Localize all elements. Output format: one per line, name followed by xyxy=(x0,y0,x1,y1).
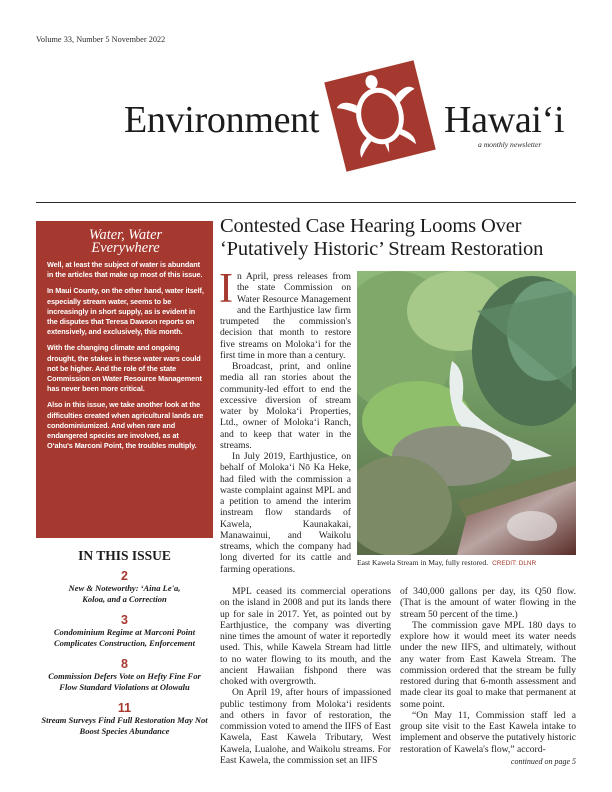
masthead-hawaii: Hawaiʻi xyxy=(444,99,565,141)
headline-line1: Contested Case Hearing Looms Over xyxy=(220,215,522,237)
in-this-issue-heading: IN THIS ISSUE xyxy=(78,548,171,563)
article-paragraph: Broadcast, print, and online media all ran stories about the community-led effort to end the excessive diversion of stream water by Molokaʻi Properties, Ltd., owner of Molokaʻi Ranch, and to keep that water in the streams. xyxy=(220,361,351,451)
sidebar-paragraph: Also in this issue, we take another look at the difficulties created when agricultural lands are condominiumized. And when rare and endangered species are involved, as at Oʻahu's Marconi Point, the troubles multiply. xyxy=(47,400,204,451)
article-paragraph: of 340,000 gallons per day, its Q50 flow. (That is the amount of water flowing in the stream 50 percent of the time.) xyxy=(400,586,576,620)
photo-caption xyxy=(357,558,536,567)
sidebar-title-line1: Water, Water xyxy=(88,227,163,243)
toc-page-number: 8 xyxy=(121,657,128,671)
sidebar-paragraph: With the changing climate and ongoing drought, the stakes in these water wars could not be higher. And the role of the state Commission on Water Resource Management has never been more critical. xyxy=(47,343,202,394)
toc-page-number: 11 xyxy=(117,701,132,715)
article-paragraph xyxy=(219,266,351,361)
stream-photo xyxy=(357,271,576,555)
editorial-sidebar xyxy=(36,221,213,538)
toc-title: New & Noteworthy: ʻAina Le'a, Koloa, and a Correction xyxy=(68,583,181,604)
article-paragraph: MPL ceased its commercial operations on the island in 2008 and put its lands there up for sale in 2017. Yet, as pointed out by Earthjustice, the company was diverting nine times the amount of water it reportedly used. This, while Kawela Stream had little to no water flowing to its mouth, and the ancient Hawaiian fishpond there was choked with overgrowth. xyxy=(220,586,391,687)
article-paragraph: “On May 11, Commission staff led a group site visit to the East Kawela intake to implement and observe the putatively historic restoration of Kawela's flow,” accord- xyxy=(400,709,576,755)
toc-title: Condominium Regime at Marconi Point Complicates Construction, Enforcement xyxy=(53,627,196,648)
toc-item[interactable] xyxy=(36,658,213,692)
toc-item[interactable] xyxy=(36,702,213,736)
table-of-contents xyxy=(36,570,213,746)
article-column-3 xyxy=(400,586,576,767)
toc-item[interactable] xyxy=(36,614,213,648)
caption-text: East Kawela Stream in May, fully restored. xyxy=(357,558,489,567)
article-paragraph: On April 19, after hours of impassioned public testimony from Molokaʻi residents and others in favor of restoration, the commission voted to amend the IIFS of East Kawela, East Kawela Tributary, West Kawela, Lualohe, and Waikolu streams. For East Kawela, the commission set an IIFS xyxy=(220,687,391,766)
masthead-environment: Environment xyxy=(124,99,320,141)
continued-on-link[interactable]: continued on page 5 xyxy=(510,756,576,766)
article-column-1 xyxy=(219,266,351,575)
drop-cap: I xyxy=(219,266,233,312)
sidebar-paragraph: In Maui County, on the other hand, water itself, especially stream water, seems to be increasingly in short supply, as is evident in the disputes that Teresa Dawson reports on extensively, and exclusively, this month. xyxy=(47,286,204,337)
article-headline xyxy=(220,215,580,261)
toc-item[interactable] xyxy=(36,570,213,604)
masthead-tagline: a monthly newsletter xyxy=(478,140,542,149)
sidebar-title-line2: Everywhere xyxy=(91,240,160,256)
headline-line2: ‘Putatively Historic’ Stream Restoration xyxy=(220,238,544,260)
masthead-divider xyxy=(36,202,576,203)
photo-credit: CREDIT: DLNR xyxy=(492,560,537,567)
toc-title: Stream Surveys Find Full Restoration May Not Boost Species Abundance xyxy=(41,715,208,736)
volume-issue-line: Volume 33, Number 5 November 2022 xyxy=(36,35,166,44)
toc-title: Commission Defers Vote on Hefty Fine For Flow Standard Violations at Olowalu xyxy=(48,671,201,692)
sidebar-title xyxy=(47,229,204,255)
toc-page-number: 3 xyxy=(121,613,128,627)
toc-page-number: 2 xyxy=(121,569,128,583)
paragraph-text: n April, press releases from the state Commission on Water Resource Management and the Earthjustice law firm trumpeted the commission's decision that month to restore five streams on Molokaʻi for the first time in more than a century. xyxy=(220,271,351,361)
article-column-2 xyxy=(220,586,391,766)
article-paragraph: The commission gave MPL 180 days to explore how it would meet its water needs under the new IIFS, and ultimately, without any water from East Kawela Stream. The commission ordered that the stream be fully restored during that 6-month assessment and made clear its goal to make that permanent at some point. xyxy=(400,619,576,710)
turtle-logo-icon xyxy=(320,56,440,176)
sidebar-paragraph: Well, at least the subject of water is abundant in the articles that make up most of this issue. xyxy=(47,260,203,280)
article-paragraph: In July 2019, Earthjustice, on behalf of Molokaʻi Nō Ka Heke, had filed with the commission a waste complaint against MPL and a petition to amend the interim instream flow standards of Kawela, Kaunakakai, Manawainui, and Waikolu streams, which the company had long diverted for its cattle and farming operations. xyxy=(220,451,351,575)
